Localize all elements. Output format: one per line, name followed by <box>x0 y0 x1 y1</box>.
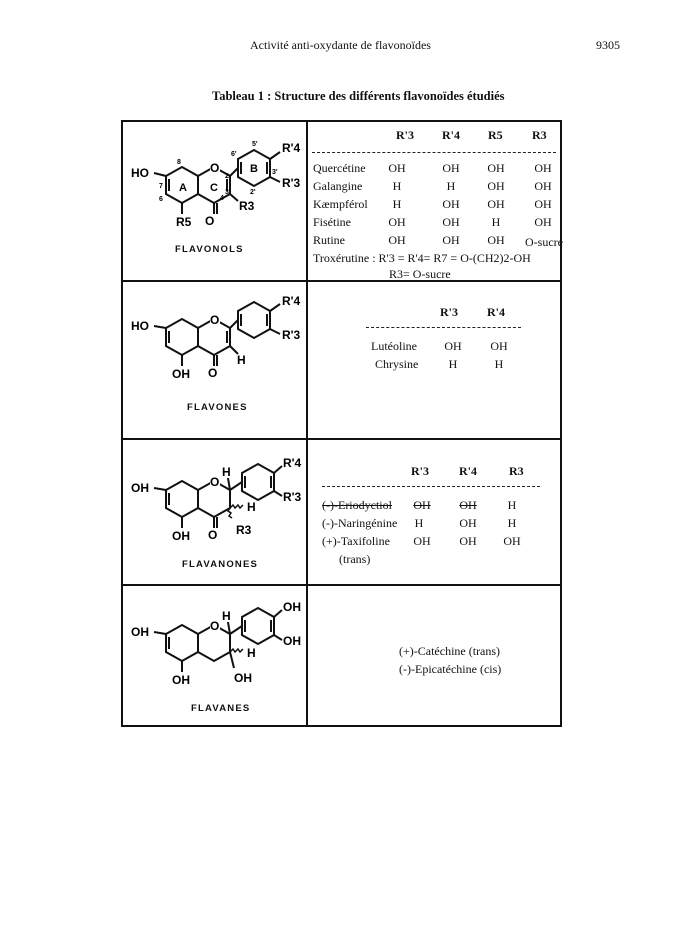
label-h: H <box>222 609 231 623</box>
position-2: 2 <box>225 173 229 180</box>
page-number: 9305 <box>596 38 620 52</box>
label-oh: OH <box>172 529 190 543</box>
label-r3: R3 <box>236 523 252 537</box>
position-8: 8 <box>177 159 181 166</box>
label-oh: OH <box>234 671 252 685</box>
label-ho: HO <box>131 166 149 180</box>
value-cell: H <box>491 215 501 229</box>
label-r3p: R'3 <box>282 328 301 342</box>
value-cell: H <box>446 179 456 193</box>
value-cell: OH <box>490 339 508 353</box>
col-header-r3: R3 <box>509 464 524 478</box>
label-carbonyl-o: O <box>208 528 218 542</box>
value-cell: OH <box>459 498 477 512</box>
value-cell: OH <box>534 179 552 193</box>
value-cell: H <box>414 516 424 530</box>
compound-name: Quercétine <box>313 161 366 175</box>
label-carbonyl-o: O <box>205 214 215 228</box>
label-h: H <box>247 500 256 514</box>
ring-oxygen-label: O <box>210 313 220 327</box>
value-cell: H <box>494 357 504 371</box>
label-oh: OH <box>283 634 301 648</box>
ring-oxygen-label: O <box>210 475 220 489</box>
label-r3p: R'3 <box>283 490 302 504</box>
header-rule <box>322 486 540 487</box>
position-4: 4 <box>220 195 224 202</box>
col-header-r4p: R'4 <box>442 128 460 142</box>
class-label-flavonols: FLAVONOLS <box>175 244 244 255</box>
position-6p: 6' <box>231 151 237 158</box>
class-label-flavones: FLAVONES <box>187 402 248 413</box>
label-oh: OH <box>172 673 190 687</box>
value-cell: H <box>507 516 517 530</box>
label-oh: OH <box>131 481 149 495</box>
compound-name: (+)-Taxifoline <box>322 534 390 548</box>
compound-name: (-)-Eriodyctiol <box>322 498 392 512</box>
position-5p: 5' <box>252 141 258 148</box>
label-carbonyl-o: O <box>208 366 218 380</box>
value-cell: OH <box>534 197 552 211</box>
label-oh: OH <box>283 600 301 614</box>
compound-name: Lutéoline <box>371 339 417 353</box>
position-2p: 2' <box>250 189 256 196</box>
col-header-r4p: R'4 <box>459 464 477 478</box>
label-ho: HO <box>131 319 149 333</box>
label-r4p: R'4 <box>283 456 302 470</box>
value-cell: OH <box>459 534 477 548</box>
value-cell: OH <box>413 534 431 548</box>
value-cell: OH <box>442 197 460 211</box>
ring-b-label: B <box>250 163 258 175</box>
value-cell: OH <box>388 215 406 229</box>
col-header-r3: R3 <box>532 128 547 142</box>
flavone-structure <box>124 288 304 398</box>
ring-oxygen-label: O <box>210 619 220 633</box>
value-cell: H <box>392 197 402 211</box>
col-header-r4p: R'4 <box>487 305 505 319</box>
col-header-r3p: R'3 <box>440 305 458 319</box>
ring-oxygen-label: O <box>210 161 220 175</box>
value-cell: OH <box>442 233 460 247</box>
label-oh: OH <box>172 367 190 381</box>
label-h: H <box>222 465 231 479</box>
compound-name: Chrysine <box>375 357 419 371</box>
running-title: Activité anti-oxydante de flavonoïdes <box>250 38 431 52</box>
value-cell: OH <box>503 534 521 548</box>
label-r4p: R'4 <box>282 141 301 155</box>
position-3: 3 <box>225 189 229 196</box>
compound-name: Galangine <box>313 179 363 193</box>
value-cell: O-sucre <box>525 235 563 249</box>
row-divider <box>121 584 562 586</box>
compound-name: Kæmpférol <box>313 197 368 211</box>
position-6: 6 <box>159 196 163 203</box>
value-cell: OH <box>487 179 505 193</box>
flavanone-structure <box>124 450 304 560</box>
flavane-structure <box>124 594 304 704</box>
header-rule <box>366 327 521 328</box>
label-r3p: R'3 <box>282 176 301 190</box>
value-cell: OH <box>487 161 505 175</box>
col-header-r5: R5 <box>488 128 503 142</box>
value-cell: OH <box>388 161 406 175</box>
compound-name: Rutine <box>313 233 345 247</box>
value-cell: OH <box>534 215 552 229</box>
header-rule <box>312 152 556 153</box>
troxerutine-note-line2: R3= O-sucre <box>389 267 451 278</box>
value-cell: OH <box>442 215 460 229</box>
ring-a-label: A <box>179 182 187 194</box>
table-caption: Tableau 1 : Structure des différents flavonoïdes étudiés <box>212 89 505 103</box>
label-r5: R5 <box>176 215 192 229</box>
value-cell: OH <box>444 339 462 353</box>
label-h: H <box>237 353 246 367</box>
table-column-divider <box>306 120 308 727</box>
label-r4p: R'4 <box>282 294 301 308</box>
position-7: 7 <box>159 183 163 190</box>
position-3p: 3' <box>272 169 278 176</box>
value-cell: H <box>507 498 517 512</box>
col-header-r3p: R'3 <box>411 464 429 478</box>
compound-name: (-)-Naringénine <box>322 516 398 530</box>
value-cell: H <box>448 357 458 371</box>
class-label-flavanones: FLAVANONES <box>182 559 259 570</box>
value-cell: OH <box>459 516 477 530</box>
col-header-r3p: R'3 <box>396 128 414 142</box>
compound-name: Fisétine <box>313 215 351 229</box>
label-oh: OH <box>131 625 149 639</box>
value-cell: OH <box>388 233 406 247</box>
compound-name: (-)-Epicatéchine (cis) <box>399 662 502 676</box>
compound-name: (+)-Catéchine (trans) <box>399 644 501 658</box>
value-cell: OH <box>534 161 552 175</box>
value-cell: OH <box>413 498 431 512</box>
label-h: H <box>247 646 256 660</box>
label-r3: R3 <box>239 199 255 213</box>
row-divider <box>121 438 562 440</box>
value-cell: H <box>392 179 402 193</box>
ring-c-label: C <box>210 182 218 194</box>
class-label-flavanes: FLAVANES <box>191 703 251 714</box>
value-cell: OH <box>487 233 505 247</box>
row-divider <box>121 280 562 282</box>
flavonol-structure <box>124 128 304 258</box>
stereo-note: (trans) <box>339 552 371 566</box>
value-cell: OH <box>442 161 460 175</box>
troxerutine-note: Troxérutine : R'3 = R'4= R7 = O-(CH2)2-OH <box>313 251 531 265</box>
value-cell: OH <box>487 197 505 211</box>
